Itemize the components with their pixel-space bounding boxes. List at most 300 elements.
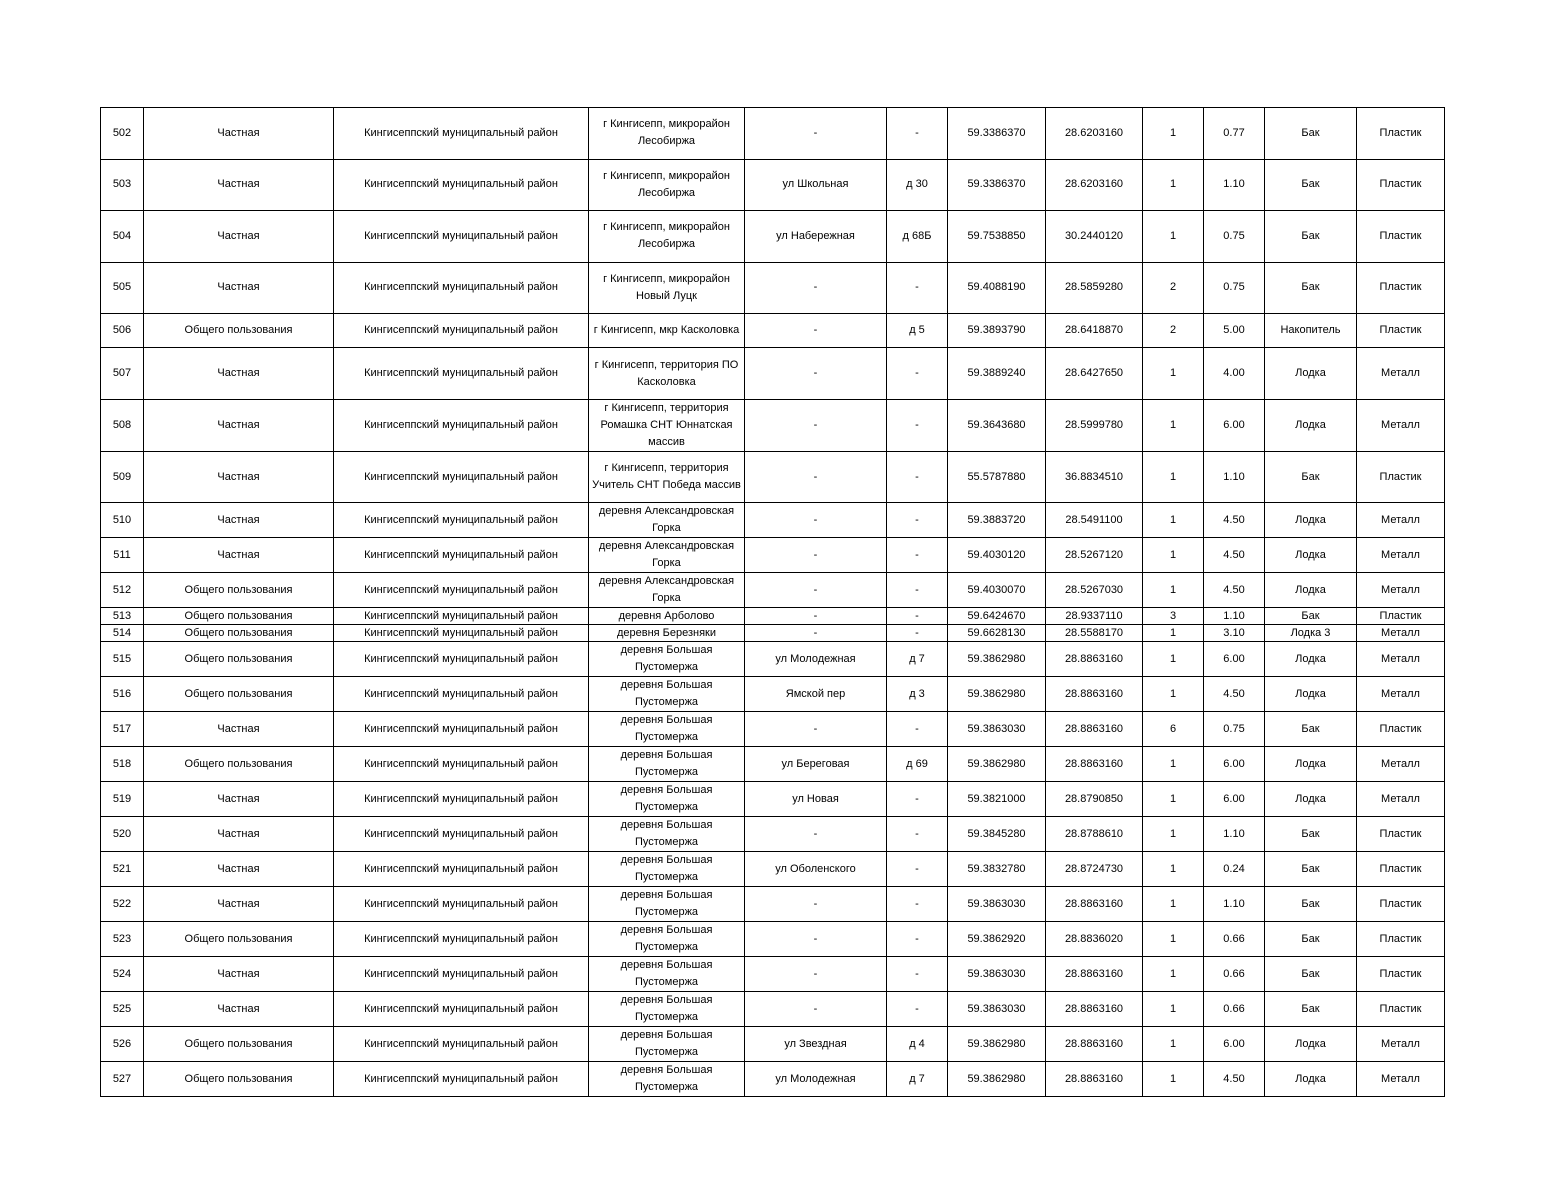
- cell-street: -: [745, 451, 887, 503]
- cell-street: -: [745, 712, 887, 747]
- cell-house: -: [887, 817, 948, 852]
- cell-volume: 4.50: [1204, 677, 1265, 712]
- cell-number: 527: [101, 1062, 144, 1097]
- cell-material: Металл: [1357, 1027, 1445, 1062]
- cell-container-type: Бак: [1265, 159, 1357, 211]
- cell-container-count: 1: [1143, 159, 1204, 211]
- table-row: [101, 211, 1445, 263]
- cell-street: -: [745, 108, 887, 160]
- cell-volume: 0.66: [1204, 922, 1265, 957]
- cell-container-type: Лодка: [1265, 677, 1357, 712]
- cell-number: 511: [101, 538, 144, 573]
- cell-locality: деревня Александровская Горка: [589, 573, 745, 608]
- cell-container-type: Бак: [1265, 992, 1357, 1027]
- cell-container-count: 1: [1143, 1062, 1204, 1097]
- cell-street: ул Береговая: [745, 747, 887, 782]
- cell-volume: 4.50: [1204, 538, 1265, 573]
- table-row: [101, 503, 1445, 538]
- table-row: [101, 747, 1445, 782]
- cell-volume: 6.00: [1204, 1027, 1265, 1062]
- cell-site-type: Частная: [144, 957, 334, 992]
- cell-container-count: 1: [1143, 211, 1204, 263]
- cell-volume: 5.00: [1204, 314, 1265, 348]
- cell-volume: 6.00: [1204, 642, 1265, 677]
- cell-material: Пластик: [1357, 159, 1445, 211]
- cell-container-type: Бак: [1265, 817, 1357, 852]
- cell-container-type: Бак: [1265, 108, 1357, 160]
- cell-house: д 3: [887, 677, 948, 712]
- cell-house: -: [887, 922, 948, 957]
- cell-locality: деревня Большая Пустомержа: [589, 712, 745, 747]
- cell-house: -: [887, 782, 948, 817]
- cell-locality: деревня Александровская Горка: [589, 503, 745, 538]
- cell-district: Кингисеппский муниципальный район: [334, 108, 589, 160]
- cell-number: 509: [101, 451, 144, 503]
- cell-container-count: 1: [1143, 451, 1204, 503]
- cell-house: -: [887, 503, 948, 538]
- cell-house: -: [887, 887, 948, 922]
- cell-longitude: 28.6418870: [1046, 314, 1143, 348]
- cell-number: 516: [101, 677, 144, 712]
- cell-house: д 7: [887, 1062, 948, 1097]
- cell-container-count: 1: [1143, 348, 1204, 400]
- cell-site-type: Общего пользования: [144, 608, 334, 625]
- cell-house: -: [887, 625, 948, 642]
- cell-latitude: 59.3883720: [948, 503, 1046, 538]
- table-row: [101, 887, 1445, 922]
- cell-container-count: 1: [1143, 503, 1204, 538]
- cell-street: ул Звездная: [745, 1027, 887, 1062]
- cell-longitude: 28.8863160: [1046, 677, 1143, 712]
- cell-container-type: Лодка: [1265, 348, 1357, 400]
- cell-container-count: 1: [1143, 677, 1204, 712]
- table-row: [101, 608, 1445, 625]
- cell-latitude: 59.3863030: [948, 887, 1046, 922]
- cell-container-type: Бак: [1265, 922, 1357, 957]
- cell-longitude: 28.8863160: [1046, 992, 1143, 1027]
- table-row: [101, 348, 1445, 400]
- cell-container-type: Лодка: [1265, 1027, 1357, 1062]
- cell-container-count: 1: [1143, 399, 1204, 451]
- cell-material: Металл: [1357, 677, 1445, 712]
- cell-house: -: [887, 712, 948, 747]
- cell-street: -: [745, 399, 887, 451]
- cell-container-count: 1: [1143, 625, 1204, 642]
- cell-latitude: 59.3821000: [948, 782, 1046, 817]
- cell-volume: 0.77: [1204, 108, 1265, 160]
- cell-latitude: 59.3862980: [948, 677, 1046, 712]
- cell-latitude: 59.3863030: [948, 712, 1046, 747]
- cell-site-type: Общего пользования: [144, 747, 334, 782]
- cell-site-type: Частная: [144, 451, 334, 503]
- cell-volume: 0.75: [1204, 211, 1265, 263]
- cell-district: Кингисеппский муниципальный район: [334, 677, 589, 712]
- cell-longitude: 28.9337110: [1046, 608, 1143, 625]
- cell-container-count: 1: [1143, 782, 1204, 817]
- cell-latitude: 59.4088190: [948, 262, 1046, 314]
- cell-container-count: 1: [1143, 992, 1204, 1027]
- cell-locality: г Кингисепп, микрорайон Лесобиржа: [589, 108, 745, 160]
- cell-number: 507: [101, 348, 144, 400]
- cell-site-type: Общего пользования: [144, 677, 334, 712]
- cell-house: -: [887, 852, 948, 887]
- cell-container-type: Лодка 3: [1265, 625, 1357, 642]
- cell-volume: 0.75: [1204, 712, 1265, 747]
- cell-longitude: 28.5267030: [1046, 573, 1143, 608]
- cell-street: ул Оболенского: [745, 852, 887, 887]
- cell-street: ул Молодежная: [745, 1062, 887, 1097]
- cell-latitude: 59.3862920: [948, 922, 1046, 957]
- table-row: [101, 262, 1445, 314]
- cell-container-type: Лодка: [1265, 538, 1357, 573]
- cell-house: -: [887, 399, 948, 451]
- cell-longitude: 28.6427650: [1046, 348, 1143, 400]
- cell-volume: 1.10: [1204, 451, 1265, 503]
- cell-latitude: 55.5787880: [948, 451, 1046, 503]
- cell-district: Кингисеппский муниципальный район: [334, 992, 589, 1027]
- cell-container-count: 1: [1143, 817, 1204, 852]
- cell-latitude: 59.3862980: [948, 1027, 1046, 1062]
- cell-site-type: Частная: [144, 992, 334, 1027]
- cell-house: -: [887, 108, 948, 160]
- cell-street: -: [745, 817, 887, 852]
- cell-district: Кингисеппский муниципальный район: [334, 451, 589, 503]
- cell-district: Кингисеппский муниципальный район: [334, 314, 589, 348]
- cell-site-type: Частная: [144, 887, 334, 922]
- cell-latitude: 59.3863030: [948, 992, 1046, 1027]
- cell-container-count: 1: [1143, 922, 1204, 957]
- cell-street: -: [745, 922, 887, 957]
- table-row: [101, 922, 1445, 957]
- cell-locality: деревня Березняки: [589, 625, 745, 642]
- cell-volume: 1.10: [1204, 817, 1265, 852]
- cell-number: 517: [101, 712, 144, 747]
- cell-street: ул Молодежная: [745, 642, 887, 677]
- cell-container-count: 1: [1143, 887, 1204, 922]
- cell-latitude: 59.3863030: [948, 957, 1046, 992]
- cell-container-type: Бак: [1265, 957, 1357, 992]
- cell-district: Кингисеппский муниципальный район: [334, 348, 589, 400]
- cell-street: -: [745, 348, 887, 400]
- cell-district: Кингисеппский муниципальный район: [334, 922, 589, 957]
- cell-locality: деревня Александровская Горка: [589, 538, 745, 573]
- cell-container-type: Бак: [1265, 262, 1357, 314]
- cell-site-type: Частная: [144, 211, 334, 263]
- table-row: [101, 538, 1445, 573]
- cell-longitude: 28.8724730: [1046, 852, 1143, 887]
- cell-site-type: Общего пользования: [144, 625, 334, 642]
- cell-latitude: 59.3862980: [948, 642, 1046, 677]
- cell-material: Пластик: [1357, 608, 1445, 625]
- cell-latitude: 59.3643680: [948, 399, 1046, 451]
- cell-locality: г Кингисепп, территория ПО Касколовка: [589, 348, 745, 400]
- cell-volume: 6.00: [1204, 782, 1265, 817]
- cell-volume: 6.00: [1204, 399, 1265, 451]
- cell-site-type: Частная: [144, 108, 334, 160]
- cell-container-count: 1: [1143, 1027, 1204, 1062]
- cell-container-count: 1: [1143, 642, 1204, 677]
- cell-house: д 4: [887, 1027, 948, 1062]
- cell-locality: деревня Арболово: [589, 608, 745, 625]
- table-row: [101, 314, 1445, 348]
- cell-material: Пластик: [1357, 451, 1445, 503]
- cell-street: Ямской пер: [745, 677, 887, 712]
- cell-locality: деревня Большая Пустомержа: [589, 782, 745, 817]
- cell-district: Кингисеппский муниципальный район: [334, 1027, 589, 1062]
- cell-material: Металл: [1357, 782, 1445, 817]
- cell-site-type: Частная: [144, 852, 334, 887]
- cell-district: Кингисеппский муниципальный район: [334, 625, 589, 642]
- cell-site-type: Общего пользования: [144, 314, 334, 348]
- cell-latitude: 59.4030120: [948, 538, 1046, 573]
- cell-house: -: [887, 608, 948, 625]
- cell-number: 525: [101, 992, 144, 1027]
- cell-street: -: [745, 314, 887, 348]
- cell-number: 523: [101, 922, 144, 957]
- cell-material: Пластик: [1357, 712, 1445, 747]
- cell-site-type: Частная: [144, 817, 334, 852]
- cell-site-type: Частная: [144, 538, 334, 573]
- cell-locality: деревня Большая Пустомержа: [589, 1027, 745, 1062]
- cell-container-count: 2: [1143, 314, 1204, 348]
- cell-container-count: 6: [1143, 712, 1204, 747]
- cell-longitude: 36.8834510: [1046, 451, 1143, 503]
- cell-house: д 5: [887, 314, 948, 348]
- cell-district: Кингисеппский муниципальный район: [334, 399, 589, 451]
- cell-locality: деревня Большая Пустомержа: [589, 957, 745, 992]
- cell-material: Металл: [1357, 1062, 1445, 1097]
- table-row: [101, 1027, 1445, 1062]
- cell-longitude: 28.6203160: [1046, 159, 1143, 211]
- cell-container-type: Лодка: [1265, 399, 1357, 451]
- table-row: [101, 642, 1445, 677]
- cell-container-count: 3: [1143, 608, 1204, 625]
- cell-number: 505: [101, 262, 144, 314]
- cell-latitude: 59.4030070: [948, 573, 1046, 608]
- cell-house: -: [887, 348, 948, 400]
- cell-locality: деревня Большая Пустомержа: [589, 922, 745, 957]
- cell-container-type: Лодка: [1265, 573, 1357, 608]
- cell-street: ул Школьная: [745, 159, 887, 211]
- cell-district: Кингисеппский муниципальный район: [334, 887, 589, 922]
- table-row: [101, 159, 1445, 211]
- cell-container-count: 1: [1143, 957, 1204, 992]
- cell-street: -: [745, 262, 887, 314]
- cell-site-type: Частная: [144, 712, 334, 747]
- cell-district: Кингисеппский муниципальный район: [334, 1062, 589, 1097]
- cell-locality: деревня Большая Пустомержа: [589, 817, 745, 852]
- cell-volume: 0.66: [1204, 992, 1265, 1027]
- cell-longitude: 28.5999780: [1046, 399, 1143, 451]
- cell-house: -: [887, 957, 948, 992]
- cell-district: Кингисеппский муниципальный район: [334, 262, 589, 314]
- cell-volume: 1.10: [1204, 608, 1265, 625]
- cell-material: Пластик: [1357, 922, 1445, 957]
- cell-latitude: 59.6628130: [948, 625, 1046, 642]
- cell-container-type: Бак: [1265, 712, 1357, 747]
- cell-latitude: 59.3862980: [948, 747, 1046, 782]
- table-row: [101, 712, 1445, 747]
- cell-container-type: Лодка: [1265, 747, 1357, 782]
- cell-volume: 4.00: [1204, 348, 1265, 400]
- cell-longitude: 28.8790850: [1046, 782, 1143, 817]
- cell-latitude: 59.3386370: [948, 108, 1046, 160]
- cell-district: Кингисеппский муниципальный район: [334, 782, 589, 817]
- cell-site-type: Частная: [144, 348, 334, 400]
- cell-locality: деревня Большая Пустомержа: [589, 747, 745, 782]
- cell-locality: г Кингисепп, мкр Касколовка: [589, 314, 745, 348]
- table-row: [101, 817, 1445, 852]
- cell-number: 508: [101, 399, 144, 451]
- cell-street: ул Новая: [745, 782, 887, 817]
- cell-district: Кингисеппский муниципальный район: [334, 957, 589, 992]
- cell-latitude: 59.3832780: [948, 852, 1046, 887]
- cell-longitude: 28.5859280: [1046, 262, 1143, 314]
- cell-longitude: 28.6203160: [1046, 108, 1143, 160]
- cell-volume: 6.00: [1204, 747, 1265, 782]
- cell-material: Металл: [1357, 747, 1445, 782]
- cell-district: Кингисеппский муниципальный район: [334, 817, 589, 852]
- cell-material: Пластик: [1357, 262, 1445, 314]
- table-row: [101, 677, 1445, 712]
- cell-site-type: Общего пользования: [144, 1027, 334, 1062]
- cell-container-count: 1: [1143, 108, 1204, 160]
- cell-house: д 7: [887, 642, 948, 677]
- cell-material: Металл: [1357, 503, 1445, 538]
- cell-district: Кингисеппский муниципальный район: [334, 573, 589, 608]
- table-row: [101, 573, 1445, 608]
- cell-container-type: Накопитель: [1265, 314, 1357, 348]
- table-row: [101, 625, 1445, 642]
- cell-material: Пластик: [1357, 887, 1445, 922]
- cell-site-type: Общего пользования: [144, 642, 334, 677]
- cell-container-type: Бак: [1265, 451, 1357, 503]
- cell-volume: 4.50: [1204, 503, 1265, 538]
- cell-number: 515: [101, 642, 144, 677]
- cell-container-type: Бак: [1265, 608, 1357, 625]
- cell-street: -: [745, 992, 887, 1027]
- table-row: [101, 399, 1445, 451]
- cell-longitude: 28.8863160: [1046, 712, 1143, 747]
- cell-container-type: Бак: [1265, 852, 1357, 887]
- cell-district: Кингисеппский муниципальный район: [334, 211, 589, 263]
- cell-number: 512: [101, 573, 144, 608]
- cell-locality: г Кингисепп, территория Учитель СНТ Победа массив: [589, 451, 745, 503]
- cell-street: ул Набережная: [745, 211, 887, 263]
- cell-house: д 69: [887, 747, 948, 782]
- table-row: [101, 782, 1445, 817]
- cell-number: 503: [101, 159, 144, 211]
- cell-container-type: Лодка: [1265, 642, 1357, 677]
- cell-number: 521: [101, 852, 144, 887]
- cell-container-type: Бак: [1265, 887, 1357, 922]
- cell-longitude: 28.8836020: [1046, 922, 1143, 957]
- cell-street: -: [745, 887, 887, 922]
- cell-longitude: 28.8863160: [1046, 1062, 1143, 1097]
- cell-material: Пластик: [1357, 211, 1445, 263]
- table-row: [101, 852, 1445, 887]
- cell-locality: деревня Большая Пустомержа: [589, 1062, 745, 1097]
- cell-longitude: 28.5588170: [1046, 625, 1143, 642]
- cell-volume: 0.24: [1204, 852, 1265, 887]
- cell-locality: г Кингисепп, территория Ромашка СНТ Юннатская массив: [589, 399, 745, 451]
- cell-locality: г Кингисепп, микрорайон Лесобиржа: [589, 211, 745, 263]
- data-table: [100, 107, 1445, 1097]
- cell-locality: г Кингисепп, микрорайон Новый Луцк: [589, 262, 745, 314]
- cell-site-type: Частная: [144, 782, 334, 817]
- cell-locality: деревня Большая Пустомержа: [589, 887, 745, 922]
- cell-longitude: 28.8863160: [1046, 1027, 1143, 1062]
- cell-district: Кингисеппский муниципальный район: [334, 712, 589, 747]
- cell-house: д 30: [887, 159, 948, 211]
- cell-longitude: 28.8863160: [1046, 642, 1143, 677]
- cell-longitude: 28.5491100: [1046, 503, 1143, 538]
- cell-number: 514: [101, 625, 144, 642]
- cell-material: Металл: [1357, 642, 1445, 677]
- cell-locality: деревня Большая Пустомержа: [589, 852, 745, 887]
- cell-volume: 0.66: [1204, 957, 1265, 992]
- cell-site-type: Общего пользования: [144, 1062, 334, 1097]
- cell-street: -: [745, 573, 887, 608]
- cell-container-count: 1: [1143, 747, 1204, 782]
- cell-material: Пластик: [1357, 957, 1445, 992]
- cell-district: Кингисеппский муниципальный район: [334, 608, 589, 625]
- table-row: [101, 992, 1445, 1027]
- cell-latitude: 59.6424670: [948, 608, 1046, 625]
- cell-site-type: Частная: [144, 503, 334, 538]
- cell-house: д 68Б: [887, 211, 948, 263]
- cell-material: Металл: [1357, 625, 1445, 642]
- cell-container-type: Лодка: [1265, 1062, 1357, 1097]
- cell-longitude: 28.8863160: [1046, 957, 1143, 992]
- cell-longitude: 28.8788610: [1046, 817, 1143, 852]
- cell-material: Металл: [1357, 399, 1445, 451]
- table-row: [101, 1062, 1445, 1097]
- cell-number: 510: [101, 503, 144, 538]
- cell-container-type: Бак: [1265, 211, 1357, 263]
- cell-number: 519: [101, 782, 144, 817]
- cell-street: -: [745, 608, 887, 625]
- cell-latitude: 59.3845280: [948, 817, 1046, 852]
- cell-street: -: [745, 957, 887, 992]
- cell-material: Пластик: [1357, 992, 1445, 1027]
- cell-locality: деревня Большая Пустомержа: [589, 992, 745, 1027]
- cell-site-type: Частная: [144, 159, 334, 211]
- cell-volume: 1.10: [1204, 887, 1265, 922]
- cell-number: 513: [101, 608, 144, 625]
- cell-material: Пластик: [1357, 314, 1445, 348]
- cell-number: 526: [101, 1027, 144, 1062]
- cell-street: -: [745, 538, 887, 573]
- cell-district: Кингисеппский муниципальный район: [334, 503, 589, 538]
- cell-number: 522: [101, 887, 144, 922]
- cell-district: Кингисеппский муниципальный район: [334, 538, 589, 573]
- cell-house: -: [887, 992, 948, 1027]
- cell-number: 520: [101, 817, 144, 852]
- cell-material: Пластик: [1357, 817, 1445, 852]
- cell-container-count: 1: [1143, 538, 1204, 573]
- cell-site-type: Общего пользования: [144, 922, 334, 957]
- cell-volume: 1.10: [1204, 159, 1265, 211]
- cell-container-type: Лодка: [1265, 782, 1357, 817]
- cell-volume: 0.75: [1204, 262, 1265, 314]
- cell-latitude: 59.3862980: [948, 1062, 1046, 1097]
- cell-latitude: 59.3893790: [948, 314, 1046, 348]
- cell-number: 518: [101, 747, 144, 782]
- cell-locality: деревня Большая Пустомержа: [589, 677, 745, 712]
- cell-volume: 4.50: [1204, 573, 1265, 608]
- cell-volume: 3.10: [1204, 625, 1265, 642]
